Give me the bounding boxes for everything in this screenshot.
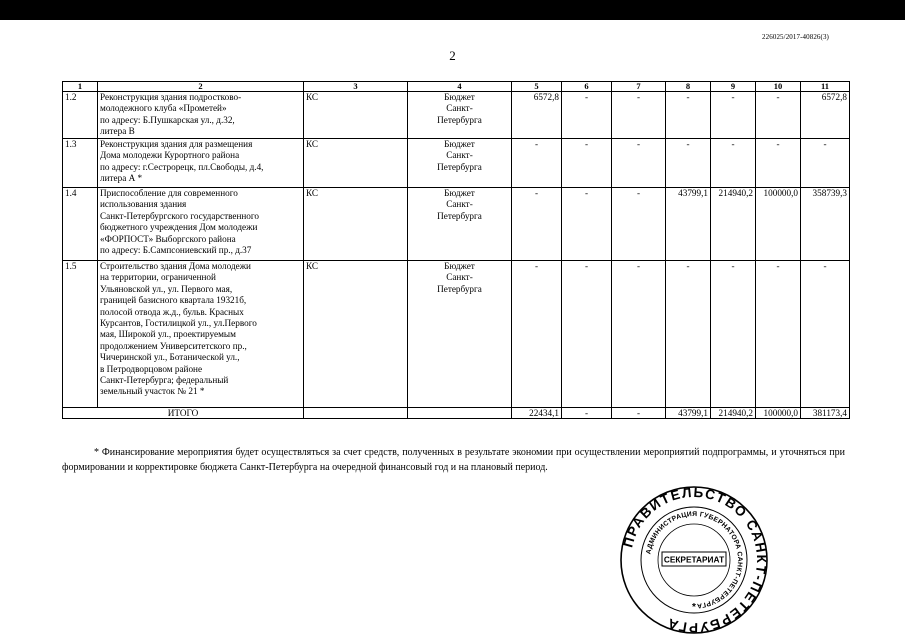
- row-name-line: Чичеринской ул., Ботанической ул.,: [100, 352, 240, 363]
- row-source: [408, 139, 512, 188]
- column-header: 6: [562, 82, 612, 92]
- stamp-outer-text: ПРАВИТЕЛЬСТВО САНКТ-ПЕТЕРБУРГА: [620, 485, 769, 635]
- row-type: КС: [304, 92, 408, 139]
- row-name-line: земельный участок № 21 *: [100, 386, 205, 397]
- row-type: КС: [304, 139, 408, 188]
- cell-col11: -: [801, 261, 850, 408]
- row-name-line: Курсантов, Гостилицкой ул., ул.Первого: [100, 318, 257, 329]
- cell-col9: -: [711, 261, 756, 408]
- row-source-line: Санкт-: [446, 103, 473, 114]
- cell-col8: -: [666, 261, 711, 408]
- row-name-line: в Петродворцовом районе: [100, 363, 203, 374]
- cell-col5: 6572,8: [512, 92, 562, 139]
- row-source-line: Петербурга: [437, 114, 482, 125]
- column-header: 10: [756, 82, 801, 92]
- total-col7: -: [612, 408, 666, 419]
- row-name-line: Ульяновской ул., ул. Первого мая,: [100, 283, 233, 294]
- column-header: 7: [612, 82, 666, 92]
- column-header: 8: [666, 82, 711, 92]
- row-source: [408, 188, 512, 261]
- column-header: 2: [98, 82, 304, 92]
- row-name: [98, 139, 304, 188]
- column-header: 5: [512, 82, 562, 92]
- row-name-line: продолжением Университетского пр.,: [100, 340, 247, 351]
- total-col10: 100000,0: [756, 408, 801, 419]
- row-number: 1.2: [63, 92, 98, 139]
- table-row: [63, 261, 850, 408]
- cell-col7: -: [612, 188, 666, 261]
- row-source-line: Бюджет: [444, 92, 475, 102]
- cell-col6: -: [562, 139, 612, 188]
- table-row: [63, 139, 850, 188]
- cell-col5: -: [512, 261, 562, 408]
- total-col9: 214940,2: [711, 408, 756, 419]
- row-number: 1.3: [63, 139, 98, 188]
- stamp-star: *: [692, 602, 696, 613]
- cell-col11: 6572,8: [801, 92, 850, 139]
- row-source-line: Петербурга: [437, 161, 482, 172]
- cell-col9: -: [711, 92, 756, 139]
- row-name-line: полосой отвода ж.д., бульв. Красных: [100, 306, 244, 317]
- total-row: [63, 408, 850, 419]
- row-source-line: Санкт-: [446, 272, 473, 283]
- row-source: [408, 92, 512, 139]
- cell-col7: -: [612, 139, 666, 188]
- cell-col11: 358739,3: [801, 188, 850, 261]
- column-header: 11: [801, 82, 850, 92]
- row-name-line: по адресу: Б.Сампсониевский пр., д.37: [100, 245, 252, 256]
- row-type: КС: [304, 261, 408, 408]
- column-header: 3: [304, 82, 408, 92]
- total-label: ИТОГО: [63, 408, 304, 419]
- row-name-line: по адресу: г.Сестрорецк, пл.Свободы, д.4,: [100, 161, 264, 172]
- document-number: 226025/2017-40826(3): [762, 33, 829, 41]
- row-source-line: Санкт-: [446, 150, 473, 161]
- scan-top-border: [0, 0, 905, 20]
- row-name-line: молодежного клуба «Прометей»: [100, 103, 227, 114]
- cell-col6: -: [562, 261, 612, 408]
- cell-col9: 214940,2: [711, 188, 756, 261]
- row-name-line: литера А *: [100, 173, 143, 184]
- row-source-line: Бюджет: [444, 261, 475, 271]
- row-name-line: Санкт-Петербургского государственного: [100, 210, 260, 221]
- row-name-line: на территории, ограниченной: [100, 272, 216, 283]
- cell-col7: -: [612, 92, 666, 139]
- cell-col8: -: [666, 139, 711, 188]
- row-name: [98, 261, 304, 408]
- cell-col9: -: [711, 139, 756, 188]
- stamp-inner-text: АДМИНИСТРАЦИЯ ГУБЕРНАТОРА САНКТ-ПЕТЕРБУРГА: [645, 510, 744, 609]
- row-name-line: Строительство здания Дома молодежи: [100, 261, 251, 271]
- cell-col11: -: [801, 139, 850, 188]
- cell-col8: 43799,1: [666, 188, 711, 261]
- row-name-line: Дома молодежи Курортного района: [100, 150, 240, 161]
- row-name: [98, 92, 304, 139]
- column-header: 9: [711, 82, 756, 92]
- row-name-line: Санкт-Петербурга; федеральный: [100, 375, 229, 386]
- row-source: [408, 261, 512, 408]
- row-name-line: мая, Широкой ул., проектируемым: [100, 329, 236, 340]
- cell-col5: -: [512, 139, 562, 188]
- row-source-line: Санкт-: [446, 199, 473, 210]
- row-name-line: использования здания: [100, 199, 187, 210]
- cell-col5: -: [512, 188, 562, 261]
- cell-col10: -: [756, 139, 801, 188]
- row-number: 1.5: [63, 261, 98, 408]
- row-name-line: границей базисного квартала 19321б,: [100, 295, 247, 306]
- cell-col10: 100000,0: [756, 188, 801, 261]
- cell-col10: -: [756, 261, 801, 408]
- row-source-line: Петербурга: [437, 210, 482, 221]
- funding-table: [62, 81, 850, 419]
- row-name-line: по адресу: Б.Пушкарская ул., д.32,: [100, 114, 235, 125]
- official-stamp-seal: [619, 485, 769, 635]
- total-col11: 381173,4: [801, 408, 850, 419]
- total-col8: 43799,1: [666, 408, 711, 419]
- row-number: 1.4: [63, 188, 98, 261]
- total-col5: 22434,1: [512, 408, 562, 419]
- row-name-line: «ФОРПОСТ» Выборгского района: [100, 233, 236, 244]
- footnote: * Финансирование мероприятия будет осуществляться за счет средств, полученных в результате экономии при осуществлении мероприятий подпрограммы, и уточняться при формировании и корректировке бюджета Санкт-Петербурга на очередной финансовый год и на плановый период.: [62, 447, 845, 473]
- stamp-center-text: СЕКРЕТАРИАТ: [663, 554, 725, 565]
- cell-col6: -: [562, 188, 612, 261]
- row-name-line: Реконструкция здания для размещения: [100, 139, 253, 149]
- column-header: 1: [63, 82, 98, 92]
- cell-col7: -: [612, 261, 666, 408]
- cell-col10: -: [756, 92, 801, 139]
- total-col6: -: [562, 408, 612, 419]
- table-row: [63, 92, 850, 139]
- row-name-line: Реконструкция здания подростково-: [100, 92, 242, 102]
- row-name: [98, 188, 304, 261]
- cell-col8: -: [666, 92, 711, 139]
- row-name-line: Приспособление для современного: [100, 188, 238, 198]
- row-source-line: Бюджет: [444, 188, 475, 198]
- table-row: [63, 188, 850, 261]
- table-header-row: [63, 82, 850, 92]
- total-empty-cell: [408, 408, 512, 419]
- page-number: 2: [449, 48, 456, 63]
- row-type: КС: [304, 188, 408, 261]
- cell-col6: -: [562, 92, 612, 139]
- row-source-line: Петербурга: [437, 283, 482, 294]
- total-empty-cell: [304, 408, 408, 419]
- row-name-line: бюджетного учреждения Дом молодежи: [100, 222, 258, 233]
- row-source-line: Бюджет: [444, 139, 475, 149]
- column-header: 4: [408, 82, 512, 92]
- row-name-line: литера В: [100, 126, 135, 137]
